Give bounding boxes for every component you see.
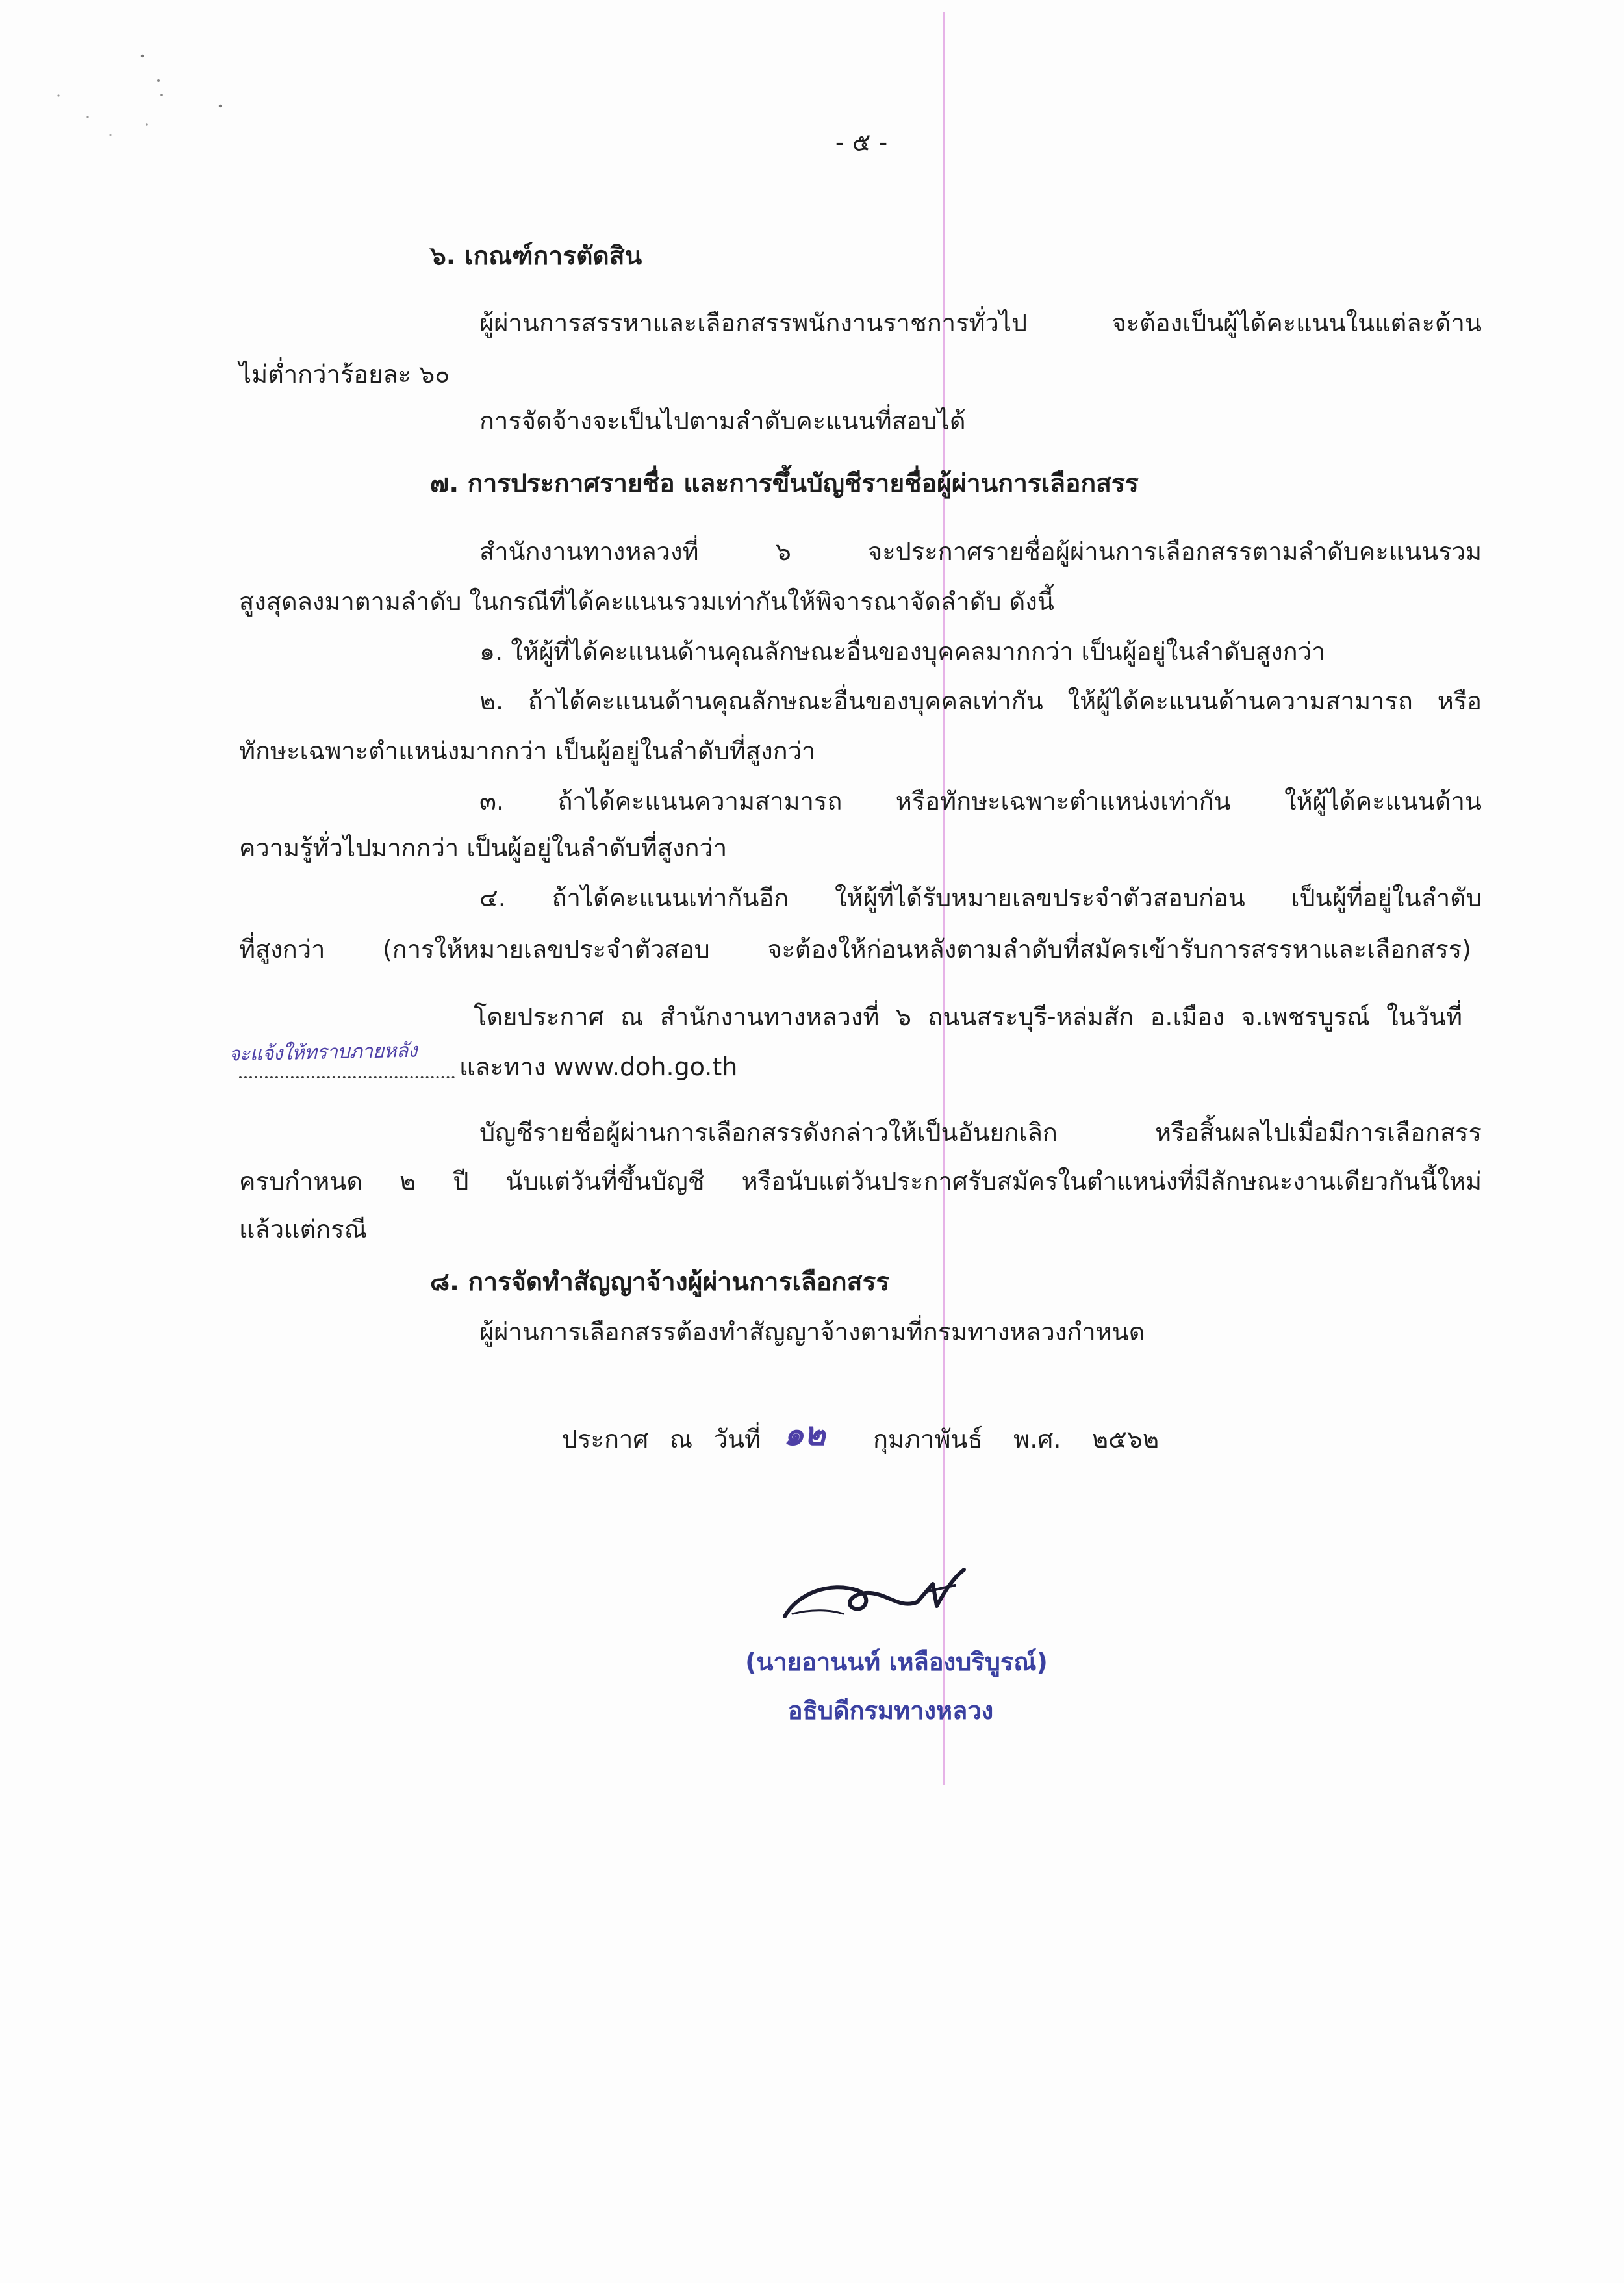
- scan-specks: [0, 0, 260, 169]
- ranking-rule-2-continued: ทักษะเฉพาะตำแหน่งมากกว่า เป็นผู้อยู่ในลำดับที่สูงกว่า: [239, 737, 816, 765]
- page-number: - ๕ -: [835, 128, 888, 157]
- announcement-paragraph-line: สูงสุดลงมาตามลำดับ ในกรณีที่ได้คะแนนรวมเท่ากันให้พิจารณาจัดลำดับ ดังนี้: [239, 587, 1054, 616]
- ranking-rule-2: ๒. ถ้าได้คะแนนด้านคุณลักษณะอื่นของบุคคลเท่ากัน ให้ผู้ได้คะแนนด้านความสามารถ หรือ: [479, 687, 1482, 715]
- list-expiry-line: ครบกำหนด ๒ ปี นับแต่วันที่ขึ้นบัญชี หรือนับแต่วันประกาศรับสมัครในตำแหน่งที่มีลักษณะงานเดียวกันนี้ใหม่: [239, 1167, 1482, 1195]
- date-fill-dotted-line: [239, 1076, 455, 1078]
- criteria-heading: ๖. เกณฑ์การตัดสิน: [430, 242, 642, 271]
- announcement-heading: ๗. การประกาศรายชื่อ และการขึ้นบัญชีรายชื่อผู้ผ่านการเลือกสรร: [430, 469, 1139, 498]
- announcement-location-line: โดยประกาศ ณ สำนักงานทางหลวงที่ ๖ ถนนสระบุรี-หล่มสัก อ.เมือง จ.เพชรบูรณ์ ในวันที่: [474, 1002, 1462, 1031]
- announcement-website-line: และทาง www.doh.go.th: [459, 1052, 738, 1081]
- signature: [767, 1546, 974, 1631]
- ranking-rule-4: ๔. ถ้าได้คะแนนเท่ากันอีก ให้ผู้ที่ได้รับหมายเลขประจำตัวสอบก่อน เป็นผู้ที่อยู่ในลำดับ: [479, 884, 1482, 912]
- list-expiry-line: แล้วแต่กรณี: [239, 1215, 367, 1244]
- handwritten-day: ๑๒: [783, 1414, 826, 1453]
- signatory-name: (นายอานนท์ เหลืองบริบูรณ์): [745, 1648, 1048, 1676]
- ranking-rule-3: ๓. ถ้าได้คะแนนความสามารถ หรือทักษะเฉพาะตำแหน่งเท่ากัน ให้ผู้ได้คะแนนด้าน: [479, 787, 1482, 815]
- ranking-rule-1: ๑. ให้ผู้ที่ได้คะแนนด้านคุณลักษณะอื่นของบุคคลมากกว่า เป็นผู้อยู่ในลำดับสูงกว่า: [479, 637, 1326, 666]
- ranking-rule-4-continued: ที่สูงกว่า (การให้หมายเลขประจำตัวสอบ จะต้องให้ก่อนหลังตามลำดับที่สมัครเข้ารับการสรรหาและเลือกสรร): [239, 935, 1471, 963]
- list-expiry-line: บัญชีรายชื่อผู้ผ่านการเลือกสรรดังกล่าวให้เป็นอันยกเลิก หรือสิ้นผลไปเมื่อมีการเลือกสรร: [479, 1118, 1482, 1147]
- announcement-month-year: กุมภาพันธ์ พ.ศ. ๒๕๖๒: [873, 1425, 1159, 1453]
- handwritten-announce-date: จะแจ้งให้ทราบภายหลัง: [228, 1039, 418, 1066]
- criteria-paragraph-line: ไม่ต่ำกว่าร้อยละ ๖๐: [239, 360, 450, 389]
- ranking-rule-3-continued: ความรู้ทั่วไปมากกว่า เป็นผู้อยู่ในลำดับที่สูงกว่า: [239, 834, 728, 862]
- announcement-date-prefix: ประกาศ ณ วันที่: [562, 1425, 761, 1453]
- contract-heading: ๘. การจัดทำสัญญาจ้างผู้ผ่านการเลือกสรร: [430, 1268, 890, 1297]
- criteria-paragraph-line: ผู้ผ่านการสรรหาและเลือกสรรพนักงานราชการทั่วไป จะต้องเป็นผู้ได้คะแนนในแต่ละด้าน: [479, 309, 1482, 337]
- announcement-paragraph-line: สำนักงานทางหลวงที่ ๖ จะประกาศรายชื่อผู้ผ่านการเลือกสรรตามลำดับคะแนนรวม: [479, 537, 1482, 566]
- hiring-order-line: การจัดจ้างจะเป็นไปตามลำดับคะแนนที่สอบได้: [479, 407, 966, 435]
- contract-paragraph-line: ผู้ผ่านการเลือกสรรต้องทำสัญญาจ้างตามที่กรมทางหลวงกำหนด: [479, 1318, 1145, 1346]
- signatory-title: อธิบดีกรมทางหลวง: [787, 1696, 994, 1725]
